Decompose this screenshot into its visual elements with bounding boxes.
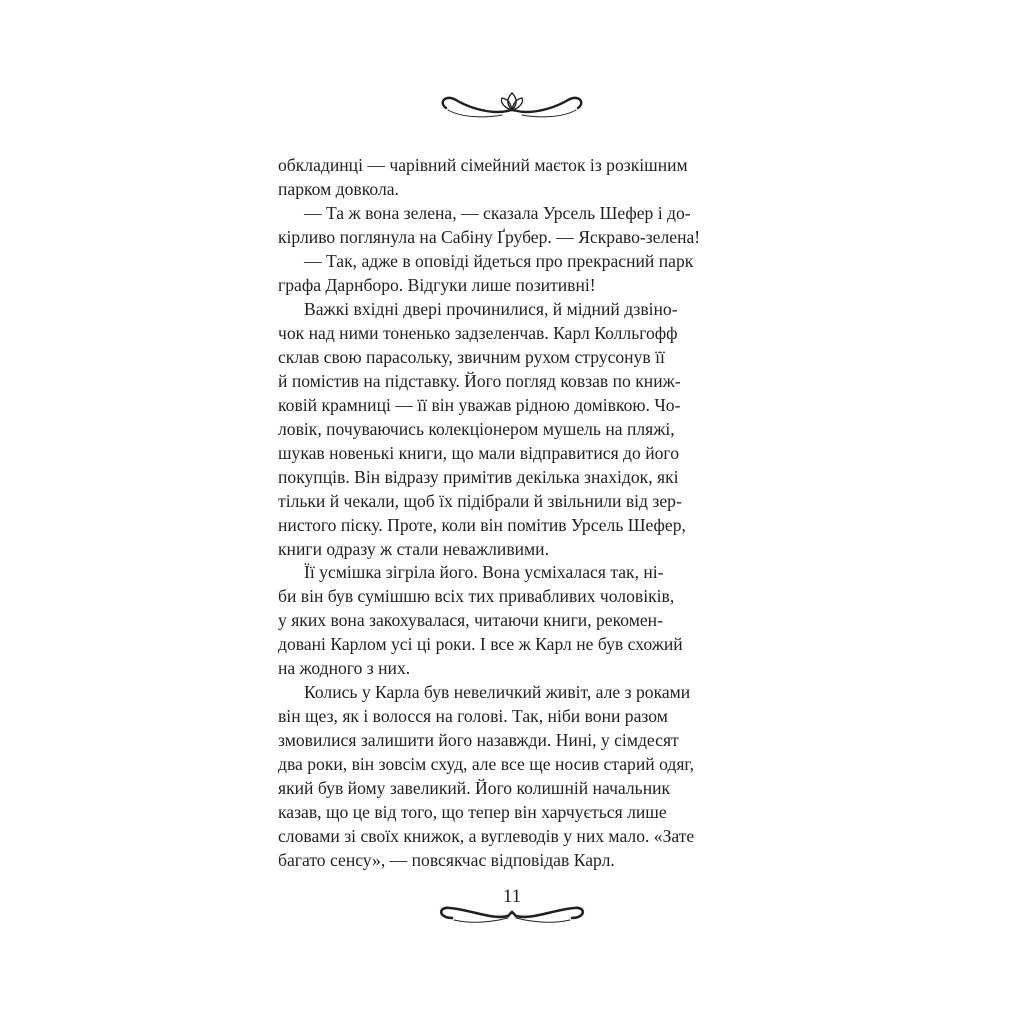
text-line: словами зі своїх книжок, а вуглеводів у них мало. «Зате [278, 826, 695, 847]
text-line: Колись у Карла був невеличкий живіт, але з роками [304, 682, 691, 703]
text-line: який був йому завеликий. Його колишній начальник [278, 778, 671, 799]
text-line: два роки, він зовсім схуд, але все ще носив старий одяг, [278, 754, 695, 775]
text-line: графа Дарнборо. Відгуки лише позитивні! [278, 274, 596, 295]
text-line: — Так, адже в оповіді йдеться про прекрасний парк [304, 250, 694, 271]
top-flourish-ornament-icon [432, 88, 592, 124]
text-line: ковій крамниці — її він уважав рідною домівкою. Чо- [278, 394, 681, 415]
text-line: Її усмішка зігріла його. Вона усміхалася так, ні- [304, 562, 664, 583]
text-line: довані Карлом усі ці роки. І все ж Карл не був схожий [278, 634, 683, 655]
text-line: казав, що це від того, що тепер він харчується лише [278, 802, 667, 823]
text-line: би він був сумішшю всіх тих привабливих чоловіків, [278, 586, 675, 607]
text-line: багато сенсу», — повсякчас відповідав Карл. [278, 850, 615, 871]
text-line: шукав новенькі книги, що мали відправитися до його [278, 442, 679, 463]
text-line: парком довкола. [278, 178, 399, 199]
text-line: обкладинці — чарівний сімейний маєток із розкішним [278, 155, 688, 175]
text-line: змовилися залишити його назавжди. Нині, у сімдесят [278, 730, 679, 751]
text-line: нистого піску. Проте, коли він помітив Урсель Шефер, [278, 514, 686, 535]
bottom-flourish-ornament-icon [432, 896, 592, 926]
text-line: ловік, почуваючись колекціонером мушель на пляжі, [278, 418, 675, 439]
text-line: тільки й чекали, щоб їх підібрали й звільнили від зер- [278, 490, 682, 511]
text-line: він щез, як і волосся на голові. Так, ніби вони разом [278, 706, 668, 727]
text-line: покупців. Він відразу примітив декілька знахідок, які [278, 466, 679, 487]
page-number: 11 [502, 886, 522, 907]
text-line: чок над ними тоненько задзеленчав. Карл Колльгофф [278, 322, 678, 343]
text-line: Важкі вхідні двері прочинилися, й мідний дзвіно- [304, 298, 678, 319]
text-line: — Та ж вона зелена, — сказала Урсель Шефер і до- [304, 202, 691, 223]
text-line: кірливо поглянула на Сабіну Ґрубер. — Яскраво-зелена! [278, 226, 701, 247]
text-line: книги одразу ж стали неважливими. [278, 538, 549, 559]
text-line: склав свою парасольку, звичним рухом струсонув її [278, 346, 665, 367]
text-line: у яких вона закохувалася, читаючи книги, рекомен- [278, 610, 663, 631]
text-line: на жодного з них. [278, 658, 411, 679]
body-text [278, 154, 701, 873]
text-line: й помістив на підставку. Його погляд ковзав по книж- [278, 370, 681, 391]
